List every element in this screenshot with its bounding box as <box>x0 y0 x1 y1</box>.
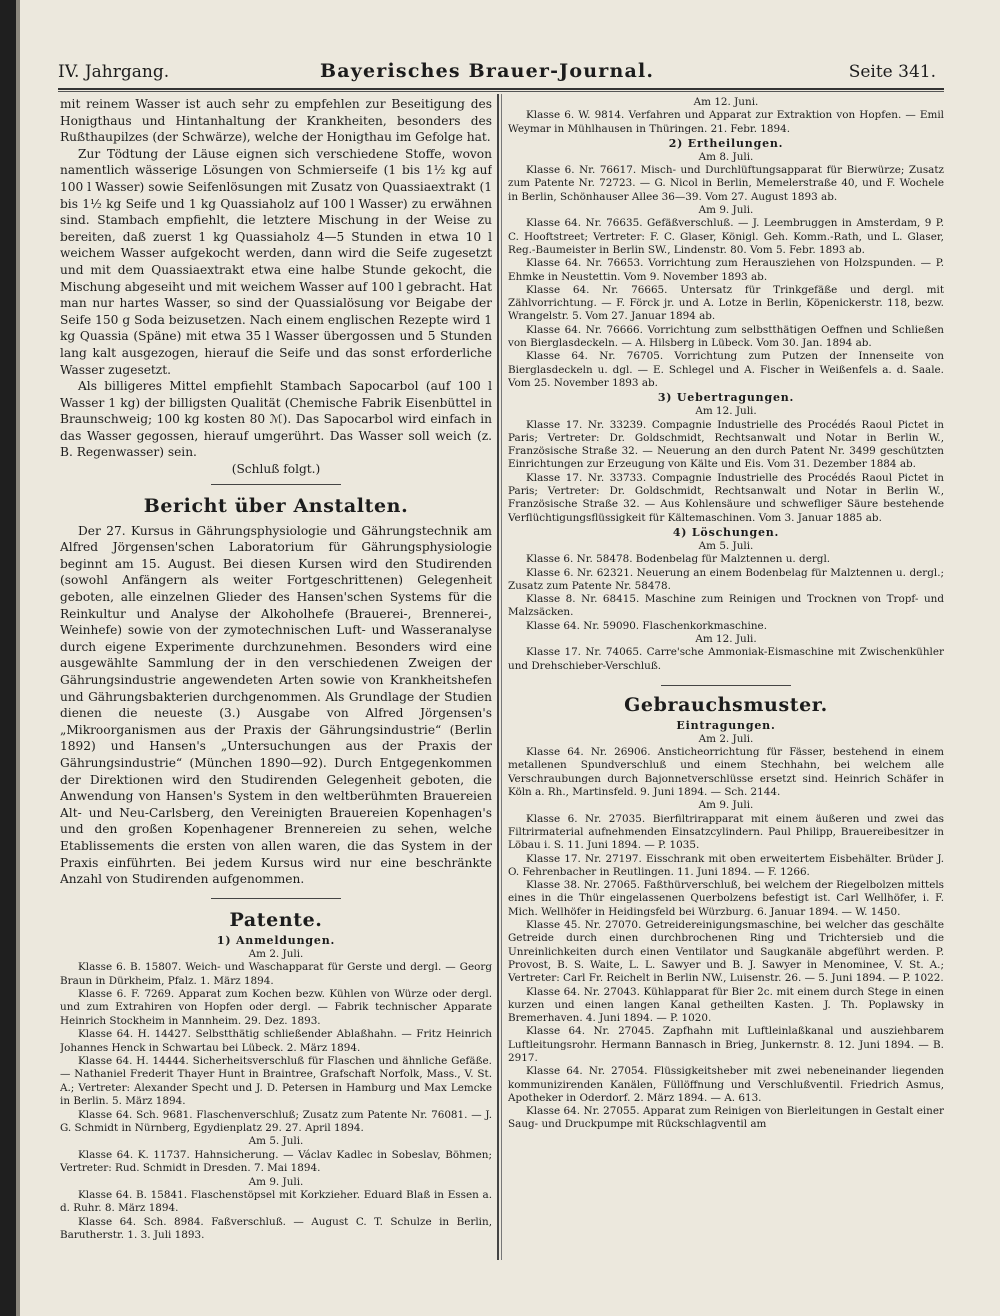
section-title-patente: Patente. <box>229 908 323 931</box>
date-line: Am 2. Juli. <box>698 732 754 745</box>
column-separator <box>497 94 499 1260</box>
patent-entry: Klasse 38. Nr. 27065. Faßthürverschluß, bei welchem der Riegelbolzen mittels eines in die Thür eingelassenen Querbolzens befestigt ist. Carl Wellhöfer, i. F. Mich. Wellhöfer in Heidingsfeld bei Würzburg. 6. Januar 1894. — W. 1450. <box>508 879 944 918</box>
subsection-title: Eintragungen. <box>676 718 776 732</box>
patent-entry: Klasse 8. Nr. 68415. Maschine zum Reinigen und Trocknen von Tropf- und Malzsäcken. <box>508 593 944 619</box>
section-divider <box>211 898 341 899</box>
patent-entry: Klasse 64. K. 11737. Hahnsicherung. — Václav Kadlec in Sobeslav, Böhmen; Vertreter: Rud. Schmidt in Dresden. 7. Mai 1894. <box>60 1148 492 1175</box>
patent-entry: Klasse 17. Nr. 33239. Compagnie Industrielle des Procédés Raoul Pictet in Paris; Vertreter: Dr. Goldschmidt, Rechtsanwalt und Notar in Berlin W., Französische Straße 32. — Neuerung an den durch Patent Nr. 3499 geschützten Einrichtungen zur Erzeugung von Kälte und Eis. Vom 31. Dezember 1884 ab. <box>508 418 944 471</box>
header-rule <box>58 88 944 90</box>
continuation-note: (Schluß folgt.) <box>231 462 321 477</box>
date-line: Am 12. Juli. <box>695 405 757 418</box>
paragraph: mit reinem Wasser ist auch sehr zu empfehlen zur Beseitigung des Honigthaus und Hintanhaltung der Krankheiten, besonders des Rußthaupilzes (der Schwärze), welche der Honigthau im Gefolge hat. <box>60 97 492 145</box>
section-title-bericht: Bericht über Anstalten. <box>143 494 409 517</box>
paragraph: Als billigeres Mittel empfiehlt Stambach Sapocarbol (auf 100 l Wasser 1 kg) der billigsten Qualität (Chemische Fabrik Eisenbüttel in Braunschweig; 100 kg kosten 80 ℳ). Das Sapocarbol wird einfach in das Wasser gegossen, hierauf umgerührt. Das Wasser soll weich (z. B. Regenwasser) sein. <box>60 379 492 460</box>
patent-entry: Klasse 6. Nr. 27035. Bierfiltrirapparat mit einem äußeren und zwei das Filtrirmaterial aufnehmenden Einsatzcylindern. Paul Philipp, Brauereibesitzer in Löbau i. S. 11. Juni 1894. — P. 1035. <box>508 812 944 852</box>
date-line: Am 9. Juli. <box>698 799 754 812</box>
date-line: Am 8. Juli. <box>698 150 754 163</box>
patent-entry: Klasse 64. Nr. 26906. Ansticheorrichtung für Fässer, bestehend in einem metallenen Spundverschluß und einem Stechhahn, bei welchem alle Verschraubungen durch Bajonnetverschlüsse ersetzt sind. Heinrich Schäfer in Köln a. Rh., Martinsfeld. 9. Juni 1894. — Sch. 2144. <box>508 746 944 799</box>
patent-entry: Klasse 64. Nr. 59090. Flaschenkorkmaschine. <box>526 619 767 632</box>
subsection-title: 3) Uebertragungen. <box>657 391 795 405</box>
patent-entry: Klasse 64. Nr. 27054. Flüssigkeitsheber mit zwei nebeneinander liegenden kommunizirenden Kanälen, Füllöffnung und Verschlußventil. Friedrich Asmus, Apotheker in Oderdorf. 2. März 1894. — A. 613. <box>508 1065 944 1104</box>
left-column <box>60 96 492 1258</box>
patent-entry: Klasse 64. Nr. 76666. Vorrichtung zum selbstthätigen Oeffnen und Schließen von Bierglasdeckeln. — A. Hilsberg in Lübeck. Vom 30. Jan. 1894 ab. <box>508 323 944 350</box>
patent-entry: Klasse 6. B. 15807. Weich- und Waschapparat für Gerste und dergl. — Georg Braun in Dürkheim, Pfalz. 1. März 1894. <box>60 961 492 987</box>
date-line: Am 5. Juli. <box>698 539 754 552</box>
patent-entry: Klasse 6. Nr. 62321. Neuerung an einem Bodenbelag für Malztennen u. dergl.; Zusatz zum Patente Nr. 58478. <box>508 566 944 592</box>
patent-entry: Klasse 64. Sch. 9681. Flaschenverschluß; Zusatz zum Patente Nr. 76081. — J. G. Schmidt in Nürnberg, Egydienplatz 29. 27. April 1894. <box>60 1108 492 1134</box>
patent-entry: Klasse 6. Nr. 58478. Bodenbelag für Malztennen u. dergl. <box>526 553 831 566</box>
subsection-title: 1) Anmeldungen. <box>216 933 336 947</box>
page-number: Seite 341. <box>848 62 936 82</box>
date-line: Am 5. Juli. <box>248 1135 304 1148</box>
patent-entry: Klasse 6. W. 9814. Verfahren und Apparat zur Extraktion von Hopfen. — Emil Weymar in Mühlhausen in Thüringen. 21. Febr. 1894. <box>508 109 944 135</box>
section-divider <box>661 685 791 686</box>
patent-entry: Klasse 64. Nr. 76665. Untersatz für Trinkgefäße und dergl. mit Zählvorrichtung. — F. Förck jr. und A. Lotze in Berlin, Köpenickerstr. 118, bezw. Wrangelstr. 5. Vom 27. Januar 1894 ab. <box>508 283 944 323</box>
patent-entry: Klasse 64. Nr. 76653. Vorrichtung zum Herausziehen von Holzspunden. — P. Ehmke in Neustettin. Vom 9. November 1893 ab. <box>508 257 944 283</box>
date-line: Am 9. Juli. <box>698 204 754 217</box>
patent-entry: Klasse 17. Nr. 27197. Eisschrank mit oben erweitertem Eisbehälter. Brüder J. O. Fehrenbacher in Reutlingen. 11. Juni 1894. — F. 1266. <box>508 852 944 878</box>
date-line: Am 12. Juni. <box>693 96 759 108</box>
subsection-title: 4) Löschungen. <box>672 525 780 539</box>
date-line: Am 2. Juli. <box>248 947 304 960</box>
patent-entry: Klasse 17. Nr. 33733. Compagnie Industrielle des Procédés Raoul Pictet in Paris; Vertreter: Dr. Goldschmidt, Rechtsanwalt und Notar in Berlin W., Französische Straße 32. — Aus Kohlensäure und schwefliger Säure bestehende Verflüchtigungsflüssigkeit für Kältemaschinen. Vom 3. Januar 1885 ab. <box>508 471 944 524</box>
patent-entry: Klasse 64. B. 15841. Flaschenstöpsel mit Korkzieher. Eduard Blaß in Essen a. d. Ruhr. 8. März 1894. <box>60 1189 492 1215</box>
date-line: Am 12. Juli. <box>695 632 757 645</box>
patent-entry: Klasse 6. F. 7269. Apparat zum Kochen bezw. Kühlen von Würze oder dergl. und zum Extrahiren von Hopfen oder dergl. — Fabrik technischer Apparate Heinrich Stockheim in Mannheim. 29. Dez. 1893. <box>60 987 492 1027</box>
right-column <box>508 96 944 1258</box>
page-header <box>58 58 936 84</box>
patent-entry: Klasse 64. Sch. 8984. Faßverschluß. — August C. T. Schulze in Berlin, Barutherstr. 1. 3. Juli 1893. <box>60 1215 492 1242</box>
paragraph: Zur Tödtung der Läuse eignen sich verschiedene Stoffe, wovon namentlich wässerige Lösungen von Schmierseife (1 bis 1½ kg auf 100 l Wasser) sowie Seifenlösungen mit Zusatz von Quassiaextrakt (1 bis 1½ kg Seife und 1 kg Quassiaholz auf 100 l Wasser) zu erwähnen sind. Stambach empfiehlt, die letztere Mischung in der Weise zu bereiten, daß zuerst 1 kg Quassiaholz 4—5 Stunden in etwa 10 l weichem Wasser aufgekocht werden, dann wird die Seife zugesetzt und mit dem Quassiaextrakt etwa eine halbe Stunde gekocht, die Mischung abgeseiht und mit weichem Wasser auf 100 l gebracht. Hat man nur hartes Wasser, so sind der Quassialösung vor Beigabe der Seife 150 g Soda beizusetzen. Nach einem englischen Rezepte wird 1 kg Quassia (Späne) mit etwa 35 l Wasser übergossen und 5 Stunden lang kalt ausgezogen, hierauf die Seife und das sonst erforderliche Wasser zugesetzt. <box>60 146 492 377</box>
patent-entry: Klasse 64. H. 14444. Sicherheitsverschluß für Flaschen und ähnliche Gefäße. — Nathaniel Frederit Thayer Hunt in Braintree, Grafschaft Norfolk, Mass., V. St. A.; Vertreter: Alexander Specht und J. D. Petersen in Hamburg und Max Lemcke in Berlin. 5. März 1894. <box>60 1054 492 1108</box>
patent-entry: Klasse 64. Nr. 76635. Gefäßverschluß. — J. Leembruggen in Amsterdam, 9 P. C. Hooftstreet; Vertreter: F. C. Glaser, Königl. Geh. Komm.-Rath, und L. Glaser, Reg.-Baumeister in Berlin SW., Lindenstr. 80. Vom 5. Febr. 1893 ab. <box>508 217 944 256</box>
patent-entry: Klasse 17. Nr. 74065. Carre'sche Ammoniak-Eismaschine mit Zwischenkühler und Drehschieber-Verschluß. <box>508 646 944 672</box>
patent-entry: Klasse 64. H. 14427. Selbstthätig schließender Ablaßhahn. — Fritz Heinrich Johannes Henck in Schwartau bei Lübeck. 2. März 1894. <box>60 1028 492 1054</box>
book-spine-edge <box>16 0 20 1316</box>
patent-entry: Klasse 64. Nr. 27055. Apparat zum Reinigen von Bierleitungen in Gestalt einer Saug- und Druckpumpe mit Rückschlagventil am <box>508 1105 944 1131</box>
subsection-title: 2) Ertheilungen. <box>668 136 784 150</box>
column-separator-thin <box>501 94 502 1260</box>
patent-entry: Klasse 6. Nr. 76617. Misch- und Durchlüftungsapparat für Bierwürze; Zusatz zum Patente Nr. 72723. — G. Nicol in Berlin, Memelerstraße 40, und F. Wochele in Berlin, Schönhauser Allee 36—39. Vom 27. August 1893 ab. <box>508 164 944 203</box>
patent-entry: Klasse 64. Nr. 76705. Vorrichtung zum Putzen der Innenseite von Bierglasdeckeln u. dgl. — E. Schlegel und A. Fischer in Weißenfels a. d. Saale. Vom 25. November 1893 ab. <box>508 350 944 389</box>
paragraph: Der 27. Kursus in Gährungsphysiologie und Gährungstechnik am Alfred Jörgensen'schen Laboratorium für Gährungsphysiologie beginnt am 15. August. Bei diesen Kursen wird den Studirenden (sowohl Anfängern als weiter Fortgeschrittenen) Gelegenheit geboten, alle einzelnen Glieder des Hansen'schen Systems für die Reinkultur und Analyse der Alkoholhefe (Brauerei-, Brennerei-, Weinhefe) sowie von der zymotechnischen Luft- und Wasseranalyse durch eigene Experimente durchzunehmen. Besonders wird eine ausgewählte Sammlung der in den verschiedenen Zweigen der Gährungsindustrie angewendeten Arten sowie von Krankheitshefen und Gährungsbakterien durchgenommen. Als Grundlage der Studien dienen die neueste (3.) Ausgabe von Alfred Jörgensen's „Mikroorganismen aus der Praxis der Gährungsindustrie“ (Berlin 1892) und Hansen's „Untersuchungen aus der Praxis der Gährungsindustrie“ (München 1890—92). Durch Entgegenkommen der Direktionen wird den Studirenden Gelegenheit geboten, die Anwendung von Hansen's System in den weltberühmten Brauereien Alt- und Neu-Carlsberg, den Vereinigten Brauereien Kopenhagen's und den großen Kopenhagener Brennereien zu sehen, welche Etablissements die ersten von allen waren, die das System in der Praxis einführten. Bei jedem Kursus wird nur eine beschränkte Anzahl von Studirenden aufgenommen. <box>60 523 492 887</box>
header-rule-thin <box>58 91 944 92</box>
date-line: Am 9. Juli. <box>248 1175 304 1188</box>
section-title-gebrauchsmuster: Gebrauchsmuster. <box>624 693 828 716</box>
section-divider <box>211 484 341 485</box>
patent-entry: Klasse 64. Nr. 27045. Zapfhahn mit Luftleinlaßkanal und ausziehbarem Luftleitungsrohr. Hermann Bannasch in Brieg, Junkernstr. 8. 12. Juni 1894. — B. 2917. <box>508 1025 944 1064</box>
book-spine-shadow <box>0 0 16 1316</box>
journal-title: Bayerisches Brauer-Journal. <box>320 60 655 82</box>
patent-entry: Klasse 45. Nr. 27070. Getreidereinigungsmaschine, bei welcher das geschälte Getreide durch einen durchbrochenen Ring und Trichtersieb und die Unreinlichkeiten durch einen Ventilator und Saugkanäle abgeführt werden. P. Provost, B. S. Waite, L. L. Sawyer und B. J. Sawyer in Menominee, V. St. A.; Vertreter: Carl Fr. Reichelt in Berlin NW., Luisenstr. 26. — 5. Juni 1894. — P. 1022. <box>508 919 944 985</box>
patent-entry: Klasse 64. Nr. 27043. Kühlapparat für Bier 2c. mit einem durch Stege in einen kurzen und einen langen Kanal getheilten Kasten. J. Th. Poplawsky in Bremerhaven. 4. Juni 1894. — P. 1020. <box>508 985 944 1025</box>
volume-label: IV. Jahrgang. <box>58 62 170 82</box>
